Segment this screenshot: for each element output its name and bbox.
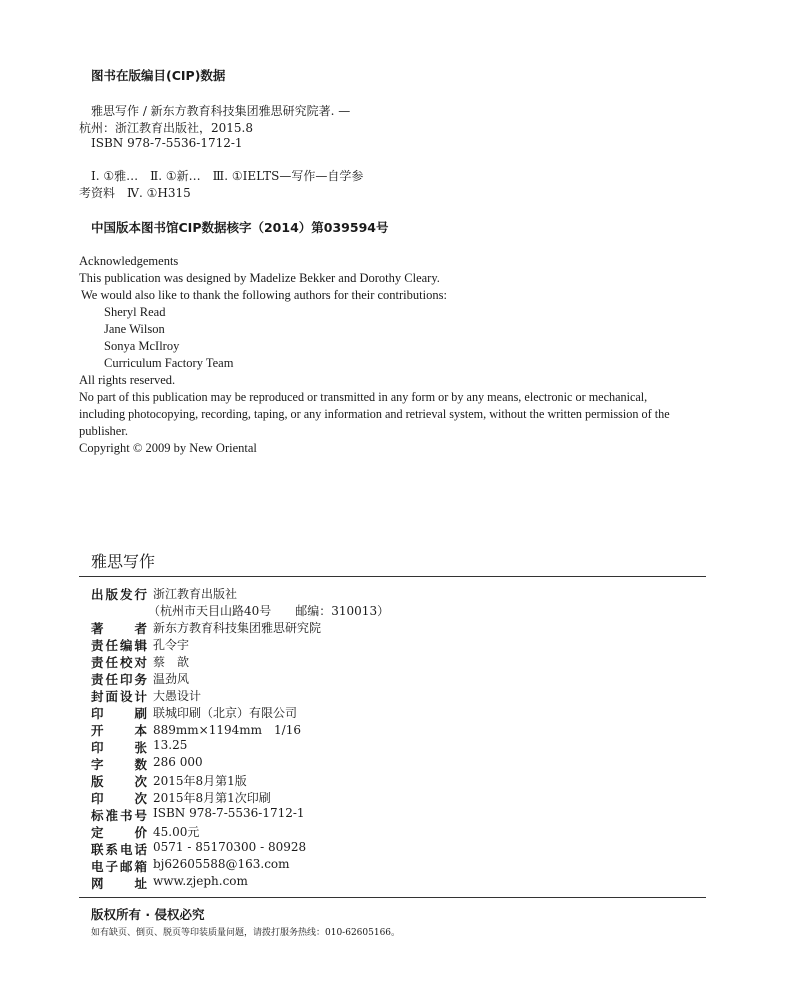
ack-notice-line-2: including photocopying, recording, taping, or any information and retrieval system, without the written permission of the bbox=[79, 407, 670, 421]
info-value-author: 新东方教育科技集团雅思研究院 bbox=[153, 621, 322, 635]
info-label-isbn: 标准书号 bbox=[91, 808, 147, 823]
info-value-printer: 联城印刷（北京）有限公司 bbox=[153, 706, 298, 720]
info-value-editor: 孔令宇 bbox=[153, 638, 190, 652]
cip-verification: 中国版本图书馆CIP数据核字（2014）第039594号 bbox=[91, 220, 389, 235]
footer-divider bbox=[79, 897, 706, 898]
ack-heading: Acknowledgements bbox=[79, 254, 179, 268]
footer-rights: 版权所有 · 侵权必究 bbox=[91, 907, 205, 922]
info-value-printing: 2015年8月第1次印刷 bbox=[153, 791, 271, 805]
info-value-edition: 2015年8月第1版 bbox=[153, 774, 247, 788]
cip-line-2: 杭州：浙江教育出版社，2015.8 bbox=[79, 121, 253, 135]
info-value-phone: 0571 - 85170300 - 80928 bbox=[153, 840, 307, 854]
info-value-publisher: 浙江教育出版社 bbox=[153, 587, 238, 601]
cip-class-line-2: 考资料 Ⅳ. ①H315 bbox=[79, 186, 191, 200]
info-value-word-count: 286 000 bbox=[153, 755, 203, 769]
book-title: 雅思写作 bbox=[91, 552, 156, 571]
info-label-phone: 联系电话 bbox=[91, 842, 147, 857]
info-label-email: 电子邮箱 bbox=[91, 859, 147, 874]
cip-line-1: 雅思写作 / 新东方教育科技集团雅思研究院著. — bbox=[91, 104, 351, 118]
info-label-edition: 版 次 bbox=[91, 774, 147, 789]
footer-notice: 如有缺页、倒页、脱页等印装质量问题，请拨打服务热线：010-62605166。 bbox=[91, 928, 401, 938]
info-value-sheets: 13.25 bbox=[153, 738, 188, 752]
ack-author: Sonya McIlroy bbox=[104, 339, 180, 353]
ack-copyright: Copyright © 2009 by New Oriental bbox=[79, 441, 257, 455]
info-label-format: 开 本 bbox=[91, 723, 147, 738]
info-label-proofreader: 责任校对 bbox=[91, 655, 147, 670]
info-value-isbn: ISBN 978-7-5536-1712-1 bbox=[153, 806, 305, 820]
info-value-email: bj62605588@163.com bbox=[153, 857, 290, 871]
ack-author: Sheryl Read bbox=[104, 305, 166, 319]
info-label-sheets: 印 张 bbox=[91, 740, 147, 755]
info-value-proofreader: 蔡 歆 bbox=[153, 655, 190, 669]
info-label-printer: 印 刷 bbox=[91, 706, 147, 721]
cip-line-3: ISBN 978-7-5536-1712-1 bbox=[91, 136, 243, 150]
info-value-format: 889mm×1194mm 1/16 bbox=[153, 723, 301, 737]
info-value-cover-design: 大愚设计 bbox=[153, 689, 202, 703]
info-label-price: 定 价 bbox=[91, 825, 147, 840]
ack-notice-line-3: publisher. bbox=[79, 424, 128, 438]
info-value-website: www.zjeph.com bbox=[153, 874, 248, 888]
ack-notice-line-1: No part of this publication may be reproduced or transmitted in any form or by any means, electronic or mechanical, bbox=[79, 390, 648, 404]
info-label-cover-design: 封面设计 bbox=[91, 689, 147, 704]
cip-heading: 图书在版编目(CIP)数据 bbox=[91, 68, 226, 83]
info-label-word-count: 字 数 bbox=[91, 757, 147, 772]
info-label-publisher: 出版发行 bbox=[91, 587, 147, 602]
info-label-print-manager: 责任印务 bbox=[91, 672, 147, 687]
title-divider bbox=[79, 576, 706, 577]
info-label-printing: 印 次 bbox=[91, 791, 147, 806]
ack-author: Curriculum Factory Team bbox=[104, 356, 234, 370]
cip-class-line-1: Ⅰ. ①雅… Ⅱ. ①新… Ⅲ. ①IELTS—写作—自学参 bbox=[91, 169, 364, 183]
ack-author: Jane Wilson bbox=[104, 322, 165, 336]
info-label-website: 网 址 bbox=[91, 876, 147, 891]
info-label-editor: 责任编辑 bbox=[91, 638, 147, 653]
info-label-author: 著 者 bbox=[91, 621, 147, 636]
ack-rights-reserved: All rights reserved. bbox=[79, 373, 176, 387]
info-value-address: （杭州市天目山路40号 邮编：310013） bbox=[148, 604, 390, 618]
info-value-price: 45.00元 bbox=[153, 825, 200, 839]
ack-designed-by: This publication was designed by Madelize Bekker and Dorothy Cleary. bbox=[79, 271, 440, 285]
info-value-print-manager: 温劲风 bbox=[153, 672, 190, 686]
ack-thanks: We would also like to thank the following authors for their contributions: bbox=[81, 288, 447, 302]
